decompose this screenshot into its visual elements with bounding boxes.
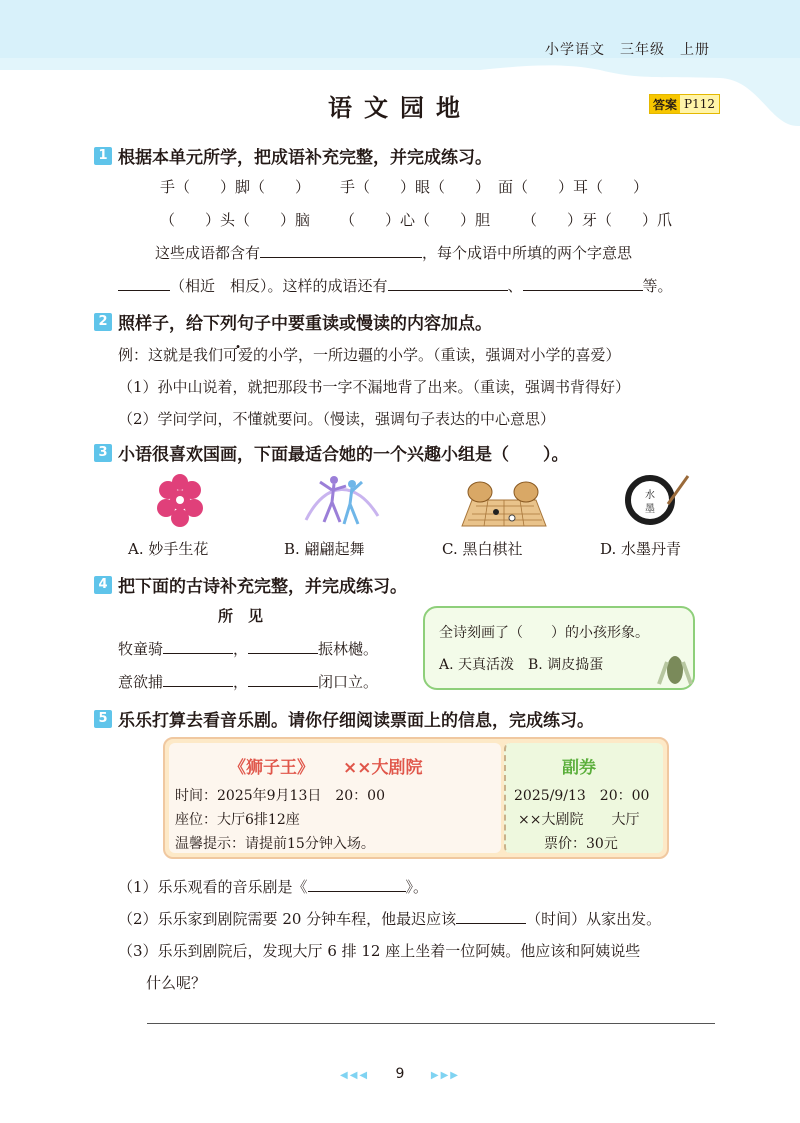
answer-blank[interactable] (308, 877, 406, 892)
question-5-title: 乐乐打算去看音乐剧。请你仔细阅读票面上的信息，完成练习。 (118, 711, 594, 731)
answer-blank[interactable] (248, 639, 318, 654)
answer-blank[interactable] (248, 672, 318, 687)
question-5-header (94, 706, 594, 731)
poem-question-box (423, 606, 695, 690)
answer-blank[interactable] (260, 243, 422, 258)
q5-sentence-1: （1）乐乐观看的音乐剧是《 》。 (118, 878, 429, 896)
svg-text:水: 水 (645, 490, 655, 501)
answer-blank[interactable] (456, 909, 526, 924)
q1-line-4: （相近 相反）。这样的成语还有 、 等。 (118, 275, 673, 296)
ticket-tip: 温馨提示：请提前15分钟入场。 (175, 836, 375, 852)
paper-cut-flower-image (148, 470, 212, 530)
stub-venue: ××大剧院 大厅 (518, 812, 640, 828)
stub-price: 票价：30元 (544, 836, 618, 852)
question-3-header (94, 440, 569, 465)
answer-line[interactable] (147, 1023, 715, 1024)
answer-blank[interactable] (163, 672, 233, 687)
question-1-title: 根据本单元所学，把成语补充完整，并完成练习。 (118, 148, 492, 168)
right-arrows-icon: ▶▶▶ (430, 1070, 460, 1081)
page-number: 9 (395, 1066, 405, 1082)
poem-line-1: 牧童骑 ， 振林樾。 (118, 640, 379, 658)
question-number: 5 (94, 710, 112, 728)
idiom: 手（ ）眼（ ） (340, 178, 491, 196)
answer-reference[interactable] (649, 94, 720, 114)
idiom: （ ）心（ ）胆 (340, 211, 491, 229)
q2-sentence-1: （1）孙中山说着，就把那段书一字不漏地背了出来。（重读，强调书背得好） (118, 378, 631, 396)
option-b[interactable]: B. 翩翩起舞 (284, 540, 365, 558)
idiom: 面（ ）耳（ ） (498, 178, 649, 196)
left-arrows-icon: ◀◀◀ (340, 1070, 370, 1081)
idiom: 手（ ）脚（ ） (160, 178, 311, 196)
cicada-icon (657, 648, 693, 688)
question-1-header (94, 143, 492, 168)
option-d[interactable]: D. 水墨丹青 (600, 540, 682, 558)
answer-blank[interactable] (118, 276, 170, 291)
stub-title: 副券 (562, 758, 596, 778)
concert-ticket (163, 737, 669, 859)
question-2-title: 照样子，给下列句子中要重读或慢读的内容加点。 (118, 314, 492, 334)
q1-line-3: 这些成语都含有 ，每个成语中所填的两个字意思 (155, 244, 633, 262)
question-number: 1 (94, 147, 112, 165)
q2-example: 例：这就是我们可爱的小学，一所边疆的小学。（重读，强调对小学的喜爱） (118, 346, 621, 364)
question-4-title: 把下面的古诗补充完整，并完成练习。 (118, 577, 407, 597)
book-series: 小学语文 三年级 上册 (545, 42, 710, 58)
q5-sentence-3b: 什么呢？ (146, 974, 207, 992)
answer-blank[interactable] (388, 276, 508, 291)
answer-blank[interactable] (163, 639, 233, 654)
ink-painting-image (620, 470, 692, 530)
ticket-main (169, 743, 501, 853)
idiom: （ ）牙（ ）爪 (522, 211, 673, 229)
question-number: 3 (94, 444, 112, 462)
question-number: 4 (94, 576, 112, 594)
ticket-stub (504, 743, 663, 853)
option-c[interactable]: C. 黑白棋社 (442, 540, 523, 558)
question-4-header (94, 572, 407, 597)
go-board-image (456, 470, 552, 530)
question-number: 2 (94, 313, 112, 331)
ticket-seat: 座位：大厅6排12座 (175, 812, 300, 828)
dotted-text: 可爱 (223, 346, 254, 364)
answer-page: P112 (684, 97, 715, 111)
poem-question: 全诗刻画了（ ）的小孩形象。 (439, 625, 649, 641)
option-a[interactable]: A. 妙手生花 (128, 540, 209, 558)
q2-sentence-2: （2）学问学问，不懂就要问。（慢读，强调句子表达的中心意思） (118, 410, 556, 428)
question-2-header (94, 309, 492, 334)
page-title: 语文园地 (328, 94, 472, 122)
poem-title: 所 见 (218, 607, 264, 625)
ticket-venue: ××大剧院 (343, 758, 423, 778)
poem-options[interactable]: A. 天真活泼 B. 调皮捣蛋 (439, 657, 604, 673)
dancers-image (296, 470, 386, 530)
svg-text:墨: 墨 (645, 504, 655, 515)
q5-sentence-3a: （3）乐乐到剧院后，发现大厅 6 排 12 座上坐着一位阿姨。他应该和阿姨说些 (118, 942, 641, 960)
idiom: （ ）头（ ）脑 (160, 211, 311, 229)
answer-blank[interactable] (523, 276, 643, 291)
answer-label: 答案 (650, 95, 680, 113)
ticket-show: 《狮子王》 (229, 758, 314, 778)
page-footer (0, 1066, 800, 1082)
ticket-time: 时间：2025年9月13日 20：00 (175, 788, 385, 804)
question-3-title: 小语很喜欢国画，下面最适合她的一个兴趣小组是（ ）。 (118, 445, 569, 465)
stub-time: 2025/9/13 20：00 (514, 788, 650, 804)
q5-sentence-2: （2）乐乐家到剧院需要 20 分钟车程，他最迟应该 （时间）从家出发。 (118, 910, 662, 928)
poem-line-2: 意欲捕 ， 闭口立。 (118, 673, 379, 691)
